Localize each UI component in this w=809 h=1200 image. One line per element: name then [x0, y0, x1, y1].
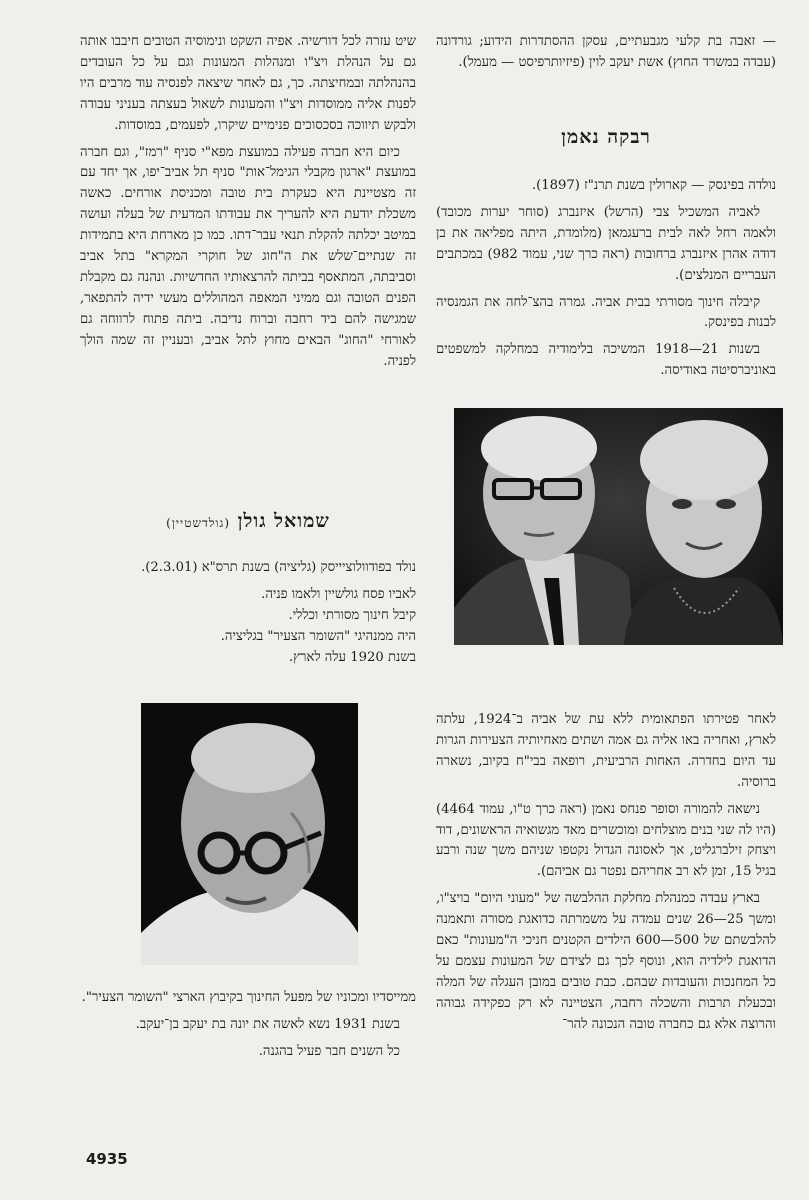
- paragraph: בארץ עבדה כמנהלת מחלקת ההלבשה של "מעוני היום" בויצ"ו, ומשך 25—26 שנים עמדה על משמרתה כדואגת מסורה ותאמנה להלבשתם של 500—600 הילדים הקטנים חניכי ה"מעונות" כאם הדואגת לילדיה הוא, ונוסף לכך גם לצידם של המעונות עצמם על כל המחנכות והעובדות שבהם. כבת טובים במובן העגלה של המלה ובכעלת תרבות והשכלה רחבה, הצטיינה לא רק כפקידה גבוהה והרוצה אלא גם כחברה טובה הנכונה להר־: [436, 891, 776, 1032]
- heading-sub: (גולדשטיין): [166, 516, 231, 530]
- bio-line: היה ממנהיגי "השומר הצעיר" בגליציה.: [220, 628, 416, 644]
- paragraph: לאביה המשכיל צבי (הרשל) איזנברג (סוחר יערות מכובד) ולאמה רחל לאה לבית ברעגמאן (מלומדת, היתה מפליאה את בן דודה אהרן איזנברג ברחובות (ראה כרך שני, עמוד 982) במכתבים העבריים המנלצים).: [436, 204, 777, 283]
- section-heading: רבקה נאמן: [561, 126, 651, 148]
- heading-name: שמואל גולן: [237, 510, 330, 532]
- couple-photo: [454, 408, 783, 645]
- paragraph: נולדה בפינסק — קארולין בשנת תרנ"ז (1897).: [531, 178, 776, 193]
- paragraph: קיבלה חינוך מסורתי בבית אביה. גמרה בהצ־לחה את הגמנסיה לבנות בפינסק.: [436, 294, 776, 331]
- paragraph: שיט עזרה לכל דורשיה. אפיה השקט ונימוסיה הטובים חיבבו אותה גם על הנהלת ויצ"ו ומנהלות המעונות וגם על כל העובדים בהנהלתה ובמחיצתה. כך, גם לאחר שיצאה לפנסיה עוד מרבים היו לפנות אליה ממוסדות ויצ"ו והמעונות לשאול בעצתה בעניני עבודה ולבקש תיווכה בסכסוכים פנימיים שיקרו, לפעמים, במוסדות.: [80, 34, 416, 133]
- paragraph: לאחר פטירתו הפתאומית ללא עת של אביה ב־1924, עלתה לארץ, ואחריה באו אליה גם אמה ושתים מאחיותיה הצעירות הגרות עד היום בחדרה. האחות הרביעית, רופאה בבי"ח בקיוב, נשארה ברוסיה.: [436, 712, 776, 790]
- paragraph: — זאבה בת קלעי מגבעתיים, עסקן ההסתדרות הידוע; גורדונה (עבדה במשרד החוץ) אשת יעקב לוין (פיזיותרפיסט — מעמל).: [436, 34, 776, 70]
- portrait-photo: [141, 703, 358, 965]
- bio-line: קיבל חינוך מסורתי וכללי.: [288, 607, 416, 623]
- bio-line: לאביו פסח גולשיין ולאמו פניה.: [261, 586, 416, 602]
- paragraph: כיום היא חברה פעילה במועצת מפא"י סניף "רמז", וגם חברה במועצת "ארגון מקבלי הגימל־אות" סניף תל אביב־יפו, אך יחד עם זה מצטיינת היא כעקרת בית טובה ומכניסת אורחים. כאשה משכלת יודעת היא להעריך את עבודתו המדעית של בעלה ועושה במיטב יכלתה להקלת תנאי עבר־דתו. כמו כן מארחת היא בתמידות זה שנתיים־שלש את ה"חוג של חוקרי המקרא" בתל אביב וסביבתה, המתאסף בביתה להרצאותיו החדשיות. ונהנה גם מקבלת הפנים הטובה וגם ממיני המאפה המהוללים מעשי ידיה להתפאר, שמגישה להם ביד רחבה וברוח נדיבה. ביתה פתוח לרווחה גם לאורחי "החוג" הבאים מחוץ לתל אביב, ובעניין זה שמה הולך לפניה.: [80, 144, 416, 369]
- paragraph: בשנות 21—1918 המשיכה בלימודיה במחלקה למשפטים באוניברסיטה באודיסה.: [436, 342, 776, 379]
- section-heading: [80, 510, 416, 533]
- paragraph: ממייסדיו ומכוניו של מפעל החינוך בקיבוץ הארצי "השומר הצעיר".: [81, 990, 416, 1005]
- paragraph: בשנת 1931 נשא לאשה את יונה בת יעקב בן־יעקב.: [135, 1016, 400, 1032]
- bio-line: בשנת 1920 עלה לארץ.: [288, 649, 416, 665]
- paragraph: נישאה להמורה וסופר פנחס נאמן (ראה כרך ט"ו, עמוד 4464) (היו לה שני בנים מוצלחים ומוכשרים מאד מגשואיה הראשונים, דוד ויצחק זילברגליט, אך לאסונה הגדול נקטפו שניהם משך שנה ורבע בגיל 15, זמן לא רב אחריהם נפטר גם אביהם).: [436, 801, 776, 880]
- paragraph: כל השנים חבר פעיל בהגנה.: [258, 1043, 400, 1059]
- page-number: 4935: [86, 1150, 128, 1168]
- paragraph: נולד בפודוולוציייסק (גליציה) בשנת תרס"א (2.3.01).: [141, 560, 416, 575]
